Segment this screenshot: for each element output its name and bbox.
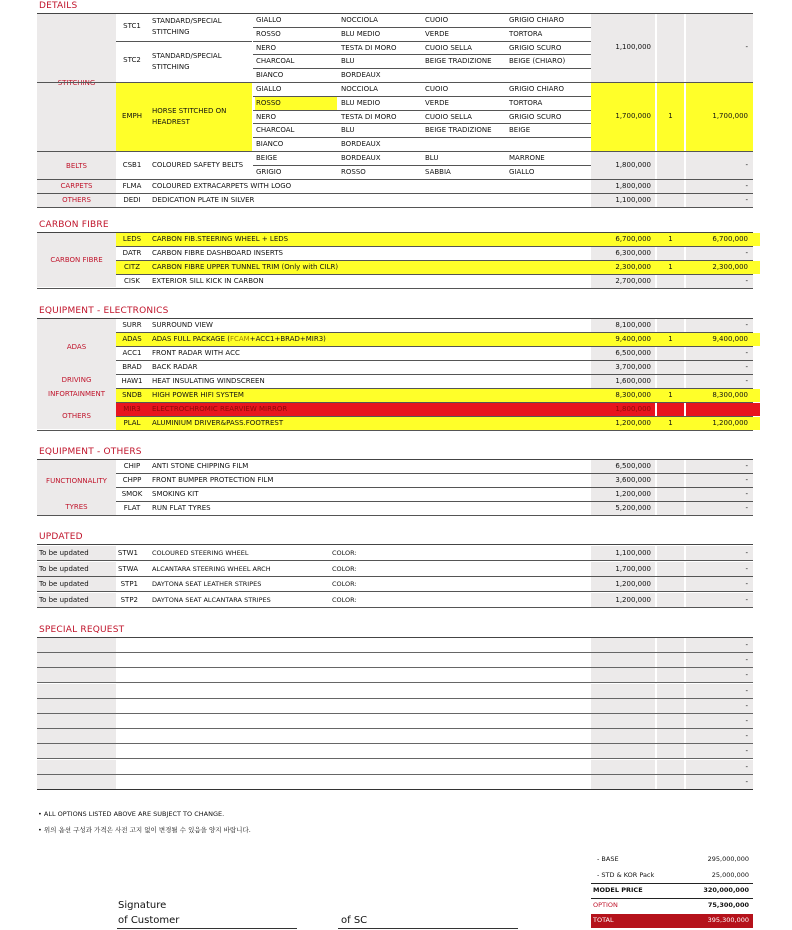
total: 9,400,000 bbox=[712, 335, 748, 343]
color-option: CUOIO bbox=[425, 16, 449, 24]
option-code: MIR3 bbox=[123, 405, 141, 413]
color-label: COLOR: bbox=[332, 564, 357, 573]
note-change: • ALL OPTIONS LISTED ABOVE ARE SUBJECT TO CHANGE. bbox=[38, 810, 225, 818]
request-cell bbox=[37, 775, 116, 789]
request-cell bbox=[37, 760, 116, 774]
option-desc: CARBON FIBRE UPPER TUNNEL TRIM (Only with CILR) bbox=[152, 263, 339, 271]
total: - bbox=[745, 580, 748, 588]
color-option: NOCCIOLA bbox=[341, 85, 378, 93]
color-option: GRIGIO bbox=[256, 167, 282, 176]
option-desc: DAYTONA SEAT ALCANTARA STRIPES bbox=[152, 595, 271, 604]
total: - bbox=[745, 462, 748, 470]
price: 1,600,000 bbox=[615, 377, 651, 385]
total: - bbox=[745, 732, 748, 741]
desc-part: ADAS FULL PACKAGE ( bbox=[152, 335, 230, 343]
section-electronics-title: EQUIPMENT - ELECTRONICS bbox=[39, 306, 169, 316]
qty-cell bbox=[657, 714, 684, 728]
option-desc: HORSE STITCHED ON HEADREST bbox=[152, 107, 227, 126]
total: - bbox=[745, 476, 748, 484]
total: - bbox=[745, 671, 748, 680]
summary-value: 75,300,000 bbox=[707, 901, 749, 909]
price: 5,200,000 bbox=[615, 504, 651, 512]
color-option: BEIGE TRADIZIONE bbox=[425, 126, 492, 135]
total: - bbox=[745, 349, 748, 357]
price-cell bbox=[591, 744, 655, 758]
color-option: GIALLO bbox=[256, 16, 282, 24]
color-label: COLOR: bbox=[332, 595, 357, 604]
summary-label: OPTION bbox=[593, 901, 618, 909]
color-option: CHARCOAL bbox=[256, 57, 295, 66]
divider bbox=[37, 430, 753, 431]
divider bbox=[37, 607, 753, 608]
qty-cell bbox=[657, 488, 684, 501]
price: 6,300,000 bbox=[615, 249, 651, 257]
option-code: STW1 bbox=[117, 549, 138, 557]
signature-sc: of SC bbox=[341, 915, 368, 926]
option-code: BRAD bbox=[122, 363, 142, 371]
price: 1,100,000 bbox=[615, 43, 651, 51]
option-desc: ELECTROCHROMIC REARVIEW MIRROR bbox=[152, 405, 288, 413]
color-option: SABBIA bbox=[425, 167, 451, 176]
option-desc: ALCANTARA STEERING WHEEL ARCH bbox=[152, 564, 271, 573]
option-desc: COLOURED EXTRACARPETS WITH LOGO bbox=[152, 182, 292, 190]
option-code: CSB1 bbox=[122, 161, 142, 169]
total: - bbox=[745, 249, 748, 257]
qty bbox=[657, 347, 684, 360]
color-option: BEIGE TRADIZIONE bbox=[425, 57, 492, 66]
price-cell bbox=[591, 653, 655, 667]
total: - bbox=[745, 363, 748, 371]
color-option: CHARCOAL bbox=[256, 126, 295, 135]
summary-value: 25,000,000 bbox=[711, 871, 749, 879]
status-text: To be updated bbox=[39, 580, 89, 588]
note-korean: • 위의 옵션 구성과 가격은 사전 고지 없이 변경될 수 있음을 양지 바랍니다. bbox=[38, 826, 251, 834]
qty-cell bbox=[657, 14, 684, 82]
category-driving: DRIVING bbox=[61, 376, 92, 384]
option-desc: EXTERIOR SILL KICK IN CARBON bbox=[152, 277, 264, 285]
option-desc: HEAT INSULATING WINDSCREEN bbox=[152, 377, 265, 385]
option-code: SMOK bbox=[121, 490, 143, 498]
divider bbox=[591, 898, 753, 899]
qty-cell bbox=[657, 668, 684, 682]
price: 8,300,000 bbox=[615, 391, 651, 399]
qty-cell bbox=[657, 152, 684, 179]
total: - bbox=[745, 377, 748, 385]
total: - bbox=[745, 564, 748, 573]
option-code: FLMA bbox=[122, 182, 142, 190]
qty-cell bbox=[657, 194, 684, 207]
qty: 1 bbox=[668, 335, 673, 343]
total: - bbox=[745, 641, 748, 649]
price: 6,700,000 bbox=[615, 235, 651, 243]
section-special-title: SPECIAL REQUEST bbox=[39, 625, 125, 635]
price-cell bbox=[591, 760, 655, 774]
option-desc: SURROUND VIEW bbox=[152, 321, 213, 329]
category-carbon: CARBON FIBRE bbox=[50, 256, 103, 264]
total bbox=[686, 403, 748, 416]
desc-highlight: FCAM bbox=[229, 335, 250, 343]
color-option: BLU bbox=[341, 57, 355, 66]
color-option: VERDE bbox=[425, 29, 449, 38]
qty bbox=[657, 275, 684, 288]
total: - bbox=[745, 182, 748, 190]
request-cell bbox=[37, 668, 116, 682]
color-label: COLOR: bbox=[332, 580, 357, 588]
option-code: EMPH bbox=[122, 112, 142, 120]
signature-customer: of Customer bbox=[118, 915, 180, 926]
color-option: BLU bbox=[425, 154, 439, 162]
price: 9,400,000 bbox=[615, 335, 651, 343]
status-text: To be updated bbox=[39, 595, 89, 604]
price: 1,800,000 bbox=[615, 161, 651, 169]
option-desc: CARBON FIB.STEERING WHEEL + LEDS bbox=[152, 235, 289, 243]
color-option: MARRONE bbox=[509, 154, 545, 162]
qty-cell bbox=[657, 760, 684, 774]
qty: 1 bbox=[668, 391, 673, 399]
color-option: TESTA DI MORO bbox=[341, 43, 397, 52]
divider bbox=[37, 207, 753, 208]
section-carbon-title: CARBON FIBRE bbox=[39, 220, 109, 230]
summary-total bbox=[591, 914, 753, 928]
color-option: ROSSO bbox=[255, 97, 337, 111]
color-option: GRIGIO CHIARO bbox=[509, 85, 564, 93]
color-option: NERO bbox=[256, 112, 277, 121]
option-code: CHPP bbox=[122, 476, 142, 484]
option-desc bbox=[152, 333, 326, 346]
category-carpets: CARPETS bbox=[60, 182, 93, 190]
option-code: HAW1 bbox=[121, 377, 143, 385]
option-desc: ANTI STONE CHIPPING FILM bbox=[152, 462, 249, 470]
status-text: To be updated bbox=[39, 564, 89, 573]
price: 2,300,000 bbox=[615, 263, 651, 271]
qty-cell bbox=[657, 577, 684, 591]
qty: 1 bbox=[668, 112, 673, 120]
option-desc: COLOURED STEERING WHEEL bbox=[152, 549, 249, 557]
request-cell bbox=[37, 714, 116, 728]
option-desc: CARBON FIBRE DASHBOARD INSERTS bbox=[152, 249, 283, 257]
total: - bbox=[745, 504, 748, 512]
option-code: STP2 bbox=[120, 595, 138, 604]
price-cell bbox=[591, 775, 655, 789]
qty: 1 bbox=[668, 419, 673, 427]
section-details-title: DETAILS bbox=[39, 1, 78, 11]
option-code: STP1 bbox=[120, 580, 138, 588]
request-cell bbox=[37, 638, 116, 652]
total: - bbox=[745, 43, 748, 51]
option-code: PLAL bbox=[123, 419, 141, 427]
color-option: BLU bbox=[341, 126, 355, 135]
divider bbox=[37, 544, 753, 545]
color-option: CUOIO SELLA bbox=[425, 43, 472, 52]
price: 1,100,000 bbox=[615, 196, 651, 204]
divider bbox=[116, 41, 252, 42]
color-option: BEIGE (CHIARO) bbox=[509, 57, 566, 66]
qty bbox=[657, 319, 684, 332]
color-option: NOCCIOLA bbox=[341, 16, 378, 24]
status-text: To be updated bbox=[39, 549, 89, 557]
price: 1,800,000 bbox=[615, 182, 651, 190]
option-desc: COLOURED SAFETY BELTS bbox=[152, 161, 244, 169]
option-desc: RUN FLAT TYRES bbox=[152, 504, 211, 512]
divider bbox=[37, 789, 753, 790]
option-desc: FRONT BUMPER PROTECTION FILM bbox=[152, 476, 274, 484]
qty-cell bbox=[657, 562, 684, 576]
price: 1,100,000 bbox=[615, 549, 651, 557]
total: 2,300,000 bbox=[712, 263, 748, 271]
qty-cell bbox=[657, 744, 684, 758]
request-cell bbox=[37, 684, 116, 698]
total: 8,300,000 bbox=[712, 391, 748, 399]
color-option: GRIGIO CHIARO bbox=[509, 16, 564, 24]
price: 3,600,000 bbox=[615, 476, 651, 484]
price: 1,700,000 bbox=[615, 112, 651, 120]
qty: 1 bbox=[668, 235, 673, 243]
total: 1,200,000 bbox=[712, 419, 748, 427]
request-cell bbox=[37, 744, 116, 758]
request-cell bbox=[37, 653, 116, 667]
summary-value: 320,000,000 bbox=[703, 886, 749, 894]
option-code: STC1 bbox=[123, 22, 141, 30]
summary-label: - STD & KOR Pack bbox=[597, 871, 655, 879]
price: 1,200,000 bbox=[615, 580, 651, 588]
qty bbox=[657, 247, 684, 260]
request-cell bbox=[37, 699, 116, 713]
price: 1,700,000 bbox=[615, 564, 651, 573]
color-option: CUOIO bbox=[425, 85, 449, 93]
option-desc: SMOKING KIT bbox=[152, 490, 199, 498]
summary-value: 395,300,000 bbox=[707, 916, 749, 924]
price: 6,500,000 bbox=[615, 349, 651, 357]
qty-cell bbox=[657, 546, 684, 560]
option-desc: STANDARD/SPECIAL STITCHING bbox=[152, 52, 222, 71]
total: - bbox=[745, 656, 748, 665]
color-option: TORTORA bbox=[509, 98, 543, 107]
qty-cell bbox=[657, 699, 684, 713]
total: - bbox=[745, 490, 748, 498]
option-desc: ALUMINIUM DRIVER&PASS.FOOTREST bbox=[152, 419, 284, 427]
qty-cell bbox=[657, 593, 684, 607]
qty bbox=[657, 403, 684, 416]
qty-cell bbox=[657, 775, 684, 789]
color-option: BIANCO bbox=[256, 71, 284, 80]
category-adas: ADAS bbox=[66, 342, 87, 351]
price: 6,500,000 bbox=[615, 462, 651, 470]
qty-cell bbox=[657, 638, 684, 652]
total: - bbox=[745, 277, 748, 285]
option-code: STWA bbox=[117, 564, 138, 573]
section-others-title: EQUIPMENT - OTHERS bbox=[39, 447, 142, 457]
summary-label: TOTAL bbox=[593, 916, 614, 924]
category-others: OTHERS bbox=[62, 411, 91, 420]
option-code: DEDI bbox=[123, 196, 141, 204]
color-option: NERO bbox=[256, 43, 277, 52]
color-option: BLU MEDIO bbox=[341, 29, 381, 38]
summary-value: 295,000,000 bbox=[707, 855, 749, 863]
signature-line-customer bbox=[117, 928, 297, 929]
color-option: BORDEAUX bbox=[341, 154, 381, 162]
divider bbox=[37, 515, 753, 516]
category-infotainment: INFORTAINMENT bbox=[48, 390, 105, 398]
qty: 1 bbox=[668, 263, 673, 271]
qty-cell bbox=[657, 729, 684, 743]
total: 6,700,000 bbox=[712, 235, 748, 243]
total: - bbox=[745, 595, 748, 604]
divider bbox=[37, 288, 753, 289]
summary-label: - BASE bbox=[597, 855, 619, 863]
option-code: ACC1 bbox=[122, 349, 142, 357]
option-code: SURR bbox=[122, 321, 142, 329]
qty-cell bbox=[657, 460, 684, 473]
qty-cell bbox=[657, 653, 684, 667]
total: - bbox=[745, 321, 748, 329]
total: - bbox=[745, 762, 748, 771]
qty-cell bbox=[657, 474, 684, 487]
total: - bbox=[745, 549, 748, 557]
qty-cell bbox=[657, 684, 684, 698]
option-desc: FRONT RADAR WITH ACC bbox=[152, 349, 240, 357]
summary-label: MODEL PRICE bbox=[593, 886, 643, 894]
qty bbox=[657, 375, 684, 388]
color-option: TORTORA bbox=[509, 29, 543, 38]
category-functionality: FUNCTIONNALITY bbox=[46, 476, 107, 485]
option-code: SNDB bbox=[122, 391, 142, 399]
color-option: BLU MEDIO bbox=[341, 98, 381, 107]
option-code: DATR bbox=[122, 249, 142, 257]
color-option: BIANCO bbox=[256, 140, 284, 149]
color-option: GIALLO bbox=[509, 167, 535, 176]
price: 1,200,000 bbox=[615, 490, 651, 498]
color-option: TESTA DI MORO bbox=[341, 112, 397, 121]
price: 1,800,000 bbox=[615, 405, 651, 413]
price-cell bbox=[591, 699, 655, 713]
price: 1,200,000 bbox=[615, 595, 651, 604]
total: - bbox=[745, 747, 748, 756]
option-code: CISK bbox=[124, 277, 140, 285]
price: 1,200,000 bbox=[615, 419, 651, 427]
option-code: LEDS bbox=[122, 235, 142, 243]
color-option: CUOIO SELLA bbox=[425, 112, 472, 121]
total: - bbox=[745, 777, 748, 786]
option-desc: DEDICATION PLATE IN SILVER bbox=[152, 196, 255, 204]
divider bbox=[591, 883, 753, 884]
price-cell bbox=[591, 729, 655, 743]
total: - bbox=[745, 196, 748, 204]
color-option: ROSSO bbox=[341, 167, 366, 176]
category-others: OTHERS bbox=[62, 196, 91, 204]
option-desc: HIGH POWER HIFI SYSTEM bbox=[152, 391, 244, 399]
summary-base bbox=[591, 855, 753, 870]
color-option: BORDEAUX bbox=[341, 71, 381, 80]
price-cell bbox=[591, 714, 655, 728]
color-option: BORDEAUX bbox=[341, 140, 381, 149]
section-updated-title: UPDATED bbox=[39, 532, 83, 542]
color-option: GRIGIO SCURO bbox=[509, 112, 562, 121]
option-desc: BACK RADAR bbox=[152, 363, 198, 371]
color-option: BEIGE bbox=[256, 154, 278, 162]
option-code: CITZ bbox=[123, 263, 141, 271]
price: 3,700,000 bbox=[615, 363, 651, 371]
request-cell bbox=[37, 729, 116, 743]
price-cell bbox=[591, 684, 655, 698]
signature-label: Signature bbox=[118, 900, 167, 911]
option-desc: DAYTONA SEAT LEATHER STRIPES bbox=[152, 580, 262, 588]
option-code: STC2 bbox=[123, 56, 141, 64]
category-tyres: TYRES bbox=[65, 503, 88, 511]
price: 8,100,000 bbox=[615, 321, 651, 329]
color-option: BEIGE bbox=[509, 126, 531, 135]
category-belts: BELTS bbox=[66, 161, 87, 170]
option-code: ADAS bbox=[122, 335, 142, 343]
color-option: GRIGIO SCURO bbox=[509, 43, 562, 52]
total: - bbox=[745, 686, 748, 695]
qty-cell bbox=[657, 502, 684, 515]
total: - bbox=[745, 717, 748, 725]
option-code: CHIP bbox=[123, 462, 141, 470]
qty bbox=[657, 361, 684, 374]
color-option: ROSSO bbox=[256, 29, 281, 38]
color-option: VERDE bbox=[425, 98, 449, 107]
price: 2,700,000 bbox=[615, 277, 651, 285]
total: - bbox=[745, 701, 748, 710]
total: - bbox=[745, 161, 748, 169]
color-label: COLOR: bbox=[332, 549, 357, 557]
signature-line-sc bbox=[338, 928, 518, 929]
price-cell bbox=[591, 638, 655, 652]
option-code: FLAT bbox=[123, 504, 141, 512]
qty-cell bbox=[657, 180, 684, 193]
option-desc: STANDARD/SPECIAL STITCHING bbox=[152, 17, 222, 36]
color-option: GIALLO bbox=[256, 85, 282, 93]
desc-part: +ACC1+BRAD+MIR3) bbox=[249, 335, 326, 343]
total: 1,700,000 bbox=[712, 112, 748, 120]
price-cell bbox=[591, 668, 655, 682]
